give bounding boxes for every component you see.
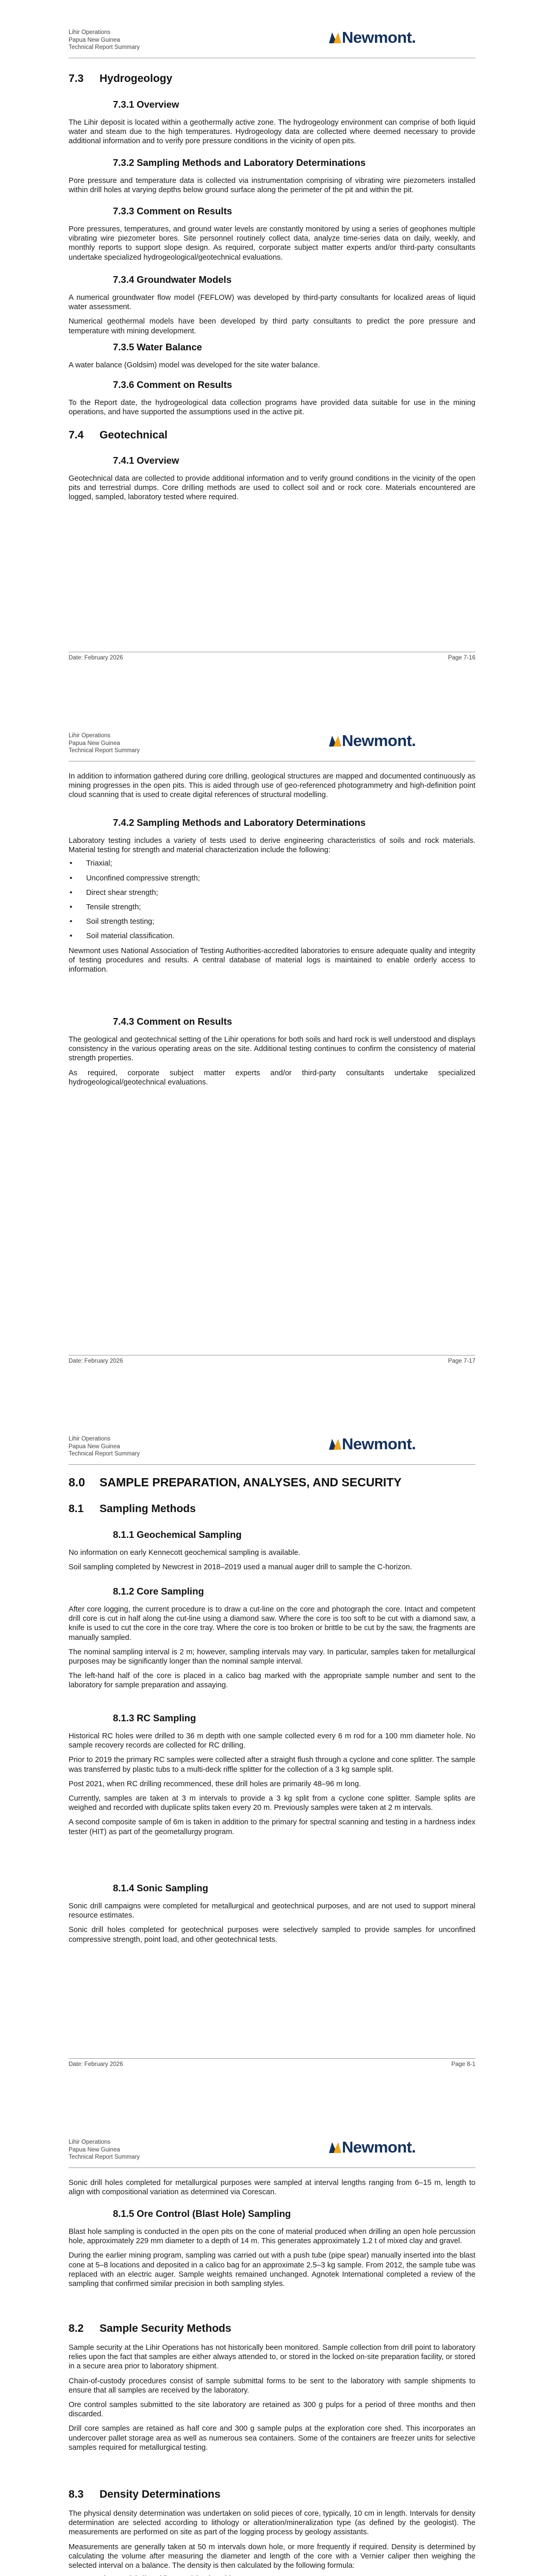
section-title: Core Sampling [137, 1586, 204, 1597]
section-number: 7.3.4 [113, 274, 135, 285]
section-number: 7.3.5 [113, 342, 135, 352]
subsection-heading [69, 1882, 475, 1894]
subsection-7-3-2 [69, 157, 475, 195]
header-country: Papua New Guinea [69, 37, 120, 43]
section-number: 7.4.3 [113, 1016, 135, 1027]
header-report-type: Technical Report Summary [69, 748, 140, 754]
section-title: Overview [137, 99, 179, 110]
list-item: • Triaxial; [69, 859, 475, 868]
subsection-heading [69, 379, 475, 391]
paragraph: Chain-of-custody procedures consist of sample submittal forms to be sent to the laboratory with sample shipments to ensure that all samples are received by the laboratory. [69, 2377, 475, 2395]
header-divider [69, 2167, 475, 2168]
section-number: 7.3.6 [113, 379, 135, 390]
newmont-mark-icon [328, 1437, 342, 1451]
subsection-heading [69, 98, 475, 110]
subsection-heading [69, 1015, 475, 1027]
list-item: • Soil strength testing; [69, 917, 475, 926]
section-title: Comment on Results [137, 1016, 233, 1027]
paragraph: The nominal sampling interval is 2 m; however, sampling intervals may vary. In particular, samples taken for metallurgical purposes may be significantly longer than the nominal sample interval. [69, 1648, 475, 1666]
subsection-8-1-5 [69, 2208, 475, 2289]
section-heading [69, 1502, 475, 1516]
footer-date: Date: February 2026 [69, 1358, 123, 1364]
section-title: Overview [137, 455, 179, 466]
paragraph: Geotechnical data are collected to provide additional information and to verify ground conditions in the vicinity of the open pits and terrestrial dumps. Core drilling methods are used to collect soil and or rock core. Materials encountered are logged, sampled, laboratory tested where required. [69, 474, 475, 502]
section-8-3 [69, 2488, 475, 2576]
section-8-2 [69, 2322, 475, 2452]
paragraph: Ore control samples submitted to the site laboratory are retained as 300 g pulps for a period of three months and then discarded. [69, 2401, 475, 2419]
section-title: Comment on Results [137, 379, 233, 390]
paragraph: Post 2021, when RC drilling recommenced, these drill holes are primarily 48–96 m long. [69, 1780, 361, 1788]
footer-page-number: Page 8-1 [451, 2061, 475, 2067]
section-heading [69, 429, 475, 442]
section-number: 8.1 [69, 1503, 84, 1515]
subsection-7-4-2 [69, 817, 475, 974]
paragraph: As required, corporate subject matter experts and/or third-party consultants undertake specialized hydrogeological/geotechnical evaluations. [69, 1069, 475, 1087]
page-header [69, 29, 140, 52]
paragraph: In addition to information gathered during core drilling, geological structures are mapped and documented continuously as mining progresses in the open pits. This is aided through use of geo-referenced photogrammetry and high-definition point cloud scanning that is used to create digital references of structural modelling. [69, 772, 475, 800]
subsection-8-1-2 [69, 1585, 475, 1690]
paragraph: The geological and geotechnical setting of the Lihir operations for both soils and hard rock is well understood and displays consistency in the various operating areas on the site. Additional testing continues to confirm the consistency of material strength properties. [69, 1036, 475, 1063]
section-number: 7.3 [69, 73, 84, 84]
page-header [69, 1435, 140, 1458]
header-country: Papua New Guinea [69, 2146, 120, 2153]
page-body [69, 72, 475, 86]
section-7-3-heading [69, 72, 475, 86]
section-title: Density Determinations [100, 2488, 221, 2500]
paragraph: Historical RC holes were drilled to 36 m depth with one sample collected every 6 m rod for a 100 mm diameter hole. No sample recovery records are collected for RC drilling. [69, 1732, 475, 1750]
section-title: Geochemical Sampling [137, 1529, 242, 1540]
list-item: • Direct shear strength; [69, 888, 475, 897]
subsection-8-1-4 [69, 1882, 475, 1944]
logo-wordmark: Newmont. [342, 1435, 416, 1453]
subsection-heading [69, 205, 475, 217]
chapter-heading [69, 1475, 475, 1489]
section-title: Sonic Sampling [137, 1883, 208, 1893]
paragraph: The physical density determination was undertaken on solid pieces of core, typically, 10 cm in length. Intervals for density determination are selected according to lithology or alteration/mineralization type (as defined by the geologist). The measurements are performed on site as part of the logging process by geology assistants. [69, 2510, 475, 2537]
newmont-mark-icon [328, 2141, 342, 2154]
section-heading [69, 2322, 475, 2335]
subsection-heading [69, 157, 475, 168]
section-number: 7.3.1 [113, 99, 135, 110]
subsection-7-3-4 [69, 274, 475, 336]
subsection-heading [69, 1712, 475, 1724]
report-page-7-17 [0, 703, 544, 1406]
section-number: 7.4.2 [113, 817, 135, 828]
paragraph: Measurements are generally taken at 50 m intervals down hole, or more frequently if required. Density is determined by calculating the volume after measuring the diameter and length of the core with a Vernier caliper then weighing the selected interval on a balance. The density is then calculated by the following formula: [69, 2543, 475, 2570]
section-title: Sample Security Methods [100, 2323, 232, 2334]
newmont-logo [328, 730, 426, 751]
header-report-type: Technical Report Summary [69, 2154, 140, 2160]
newmont-logo [328, 1433, 426, 1454]
section-title: Sampling Methods and Laboratory Determinations [137, 157, 366, 168]
subsection-7-4-1 [69, 454, 475, 502]
section-number: 8.3 [69, 2488, 84, 2500]
section-title: Sampling Methods and Laboratory Determinations [137, 817, 366, 828]
paragraph: No information on early Kennecott geochemical sampling is available. [69, 1549, 301, 1557]
header-company: Lihir Operations [69, 733, 111, 739]
subsection-8-1-1 [69, 1529, 475, 1572]
section-title: RC Sampling [137, 1713, 196, 1723]
paragraph: A water balance (Goldsim) model was developed for the site water balance. [69, 361, 320, 369]
paragraph: Blast hole sampling is conducted in the open pits on the cone of material produced when drilling an open hole percussion hole, approximately 229 mm diameter to a depth of 14 m. This generates approximately 1.2 t of mixed clay and gravel. [69, 2228, 475, 2246]
header-report-type: Technical Report Summary [69, 44, 140, 50]
test-list [69, 859, 475, 941]
paragraph: Numerical geothermal models have been developed by third party consultants to predict the pore pressure and temperature with mining development. [69, 317, 475, 335]
paragraph: Newmont uses National Association of Testing Authorities-accredited laboratories to ensure adequate quality and integrity of testing procedures and results. A central database of material logs is maintained to enable orderly access to information. [69, 946, 475, 974]
page-header [69, 2139, 140, 2161]
section-number: 8.2 [69, 2323, 84, 2334]
section-number: 7.4.1 [113, 455, 135, 466]
paragraph: Prior to 2019 the primary RC samples were collected after a straight flush through a cyclone and cone splitter. The sample was transferred by plastic tubs to a multi-deck riffle splitter for the collection of a 3 kg sample split. [69, 1756, 475, 1774]
footer-date: Date: February 2026 [69, 2061, 123, 2067]
newmont-logo [328, 27, 426, 47]
page-body [69, 772, 475, 800]
section-number: 8.0 [69, 1476, 85, 1489]
section-title: Sampling Methods [100, 1503, 196, 1515]
newmont-logo [328, 2137, 426, 2157]
paragraph: Pore pressure and temperature data is collected via instrumentation comprising of vibrating wire piezometers installed within drill holes at varying depths below ground surface along the perimeter of the pit and within the pit. [69, 177, 475, 195]
footer-page-number: Page 7-17 [448, 1358, 475, 1364]
section-title: Comment on Results [137, 206, 233, 216]
section-number: 7.3.2 [113, 157, 135, 168]
header-company: Lihir Operations [69, 1436, 111, 1442]
paragraph: Sonic drill holes completed for metallurgical purposes were sampled at interval lengths ranging from 6–15 m, length to align with compositional variation as determined via Corescan. [69, 2179, 475, 2197]
section-7-4 [69, 429, 475, 442]
report-page-7-16 [0, 0, 544, 703]
section-number: 8.1.4 [113, 1883, 135, 1893]
section-title: SAMPLE PREPARATION, ANALYSES, AND SECURITY [100, 1476, 402, 1489]
section-number: 7.4 [69, 429, 84, 441]
header-country: Papua New Guinea [69, 1443, 120, 1450]
paragraph: After core logging, the current procedure is to draw a cut-line on the core and photograph the core. Intact and competent drill core is cut in half along the cut-line using a diamond saw. Where the core is too soft to be cut with a diamond saw, a knife is used to cut the core in the core tray. Where the core is too broken or brittle to be cut by the saw, the fragments are manually sampled. [69, 1605, 475, 1642]
subsection-heading [69, 1529, 475, 1540]
section-title: Water Balance [137, 342, 202, 352]
section-8-1 [69, 1502, 475, 1516]
section-title: Groundwater Models [137, 274, 232, 285]
header-report-type: Technical Report Summary [69, 1451, 140, 1457]
page-body [69, 2178, 475, 2197]
paragraph: A numerical groundwater flow model (FEFLOW) was developed by third-party consultants for localized areas of liquid water assessment. [69, 294, 475, 312]
paragraph: The left-hand half of the core is placed in a calico bag marked with the appropriate sample number and sent to the laboratory for sample preparation and assaying. [69, 1672, 475, 1690]
footer-page-number: Page 7-16 [448, 655, 475, 661]
section-heading [69, 2488, 475, 2501]
paragraph: Soil sampling completed by Newcrest in 2018–2019 used a manual auger drill to sample the C-horizon. [69, 1563, 413, 1572]
subsection-heading [69, 341, 475, 353]
footer-date: Date: February 2026 [69, 655, 123, 661]
subsection-7-3-3 [69, 205, 475, 262]
subsection-7-3-6 [69, 379, 475, 417]
section-title: Geotechnical [100, 429, 168, 441]
header-company: Lihir Operations [69, 2139, 111, 2145]
paragraph: Sample security at the Lihir Operations has not historically been monitored. Sample collection from drill point to laboratory relies upon the fact that samples are either always attended to, or stored in the locked on-site preparation facility, or stored in a secure area prior to laboratory shipment. [69, 2344, 475, 2371]
header-divider [69, 1464, 475, 1465]
header-company: Lihir Operations [69, 29, 111, 36]
paragraph: During the earlier mining program, sampling was carried out with a push tube (pipe spear) manually inserted into the blast cone at 5–8 locations and deposited in a calico bag for an approximate 2.5–3 kg sample. From 2012, the sample tube was replaced with an electric auger. Sample weights remained unchanged. Agnotek International completed a review of the sampling that confirmed similar precision in both sampling styles. [69, 2251, 475, 2289]
logo-wordmark: Newmont. [342, 2138, 416, 2156]
subsection-heading [69, 274, 475, 285]
logo-wordmark: Newmont. [342, 732, 416, 750]
section-number: 7.3.3 [113, 206, 135, 216]
chapter-8-heading-block [69, 1475, 475, 1489]
subsection-7-3-5 [69, 341, 475, 370]
subsection-7-3-1 [69, 98, 475, 146]
newmont-mark-icon [328, 31, 342, 44]
paragraph: A second composite sample of 6m is taken in addition to the primary for spectral scanning and testing in a hardness index tester (HIT) as part of the geometallurgy program. [69, 1818, 475, 1836]
section-number: 8.1.2 [113, 1586, 135, 1597]
paragraph: Currently, samples are taken at 3 m intervals to provide a 3 kg split from a cyclone cone splitter. Sample splits are weighed and recorded with duplicate splits taken every 20 m. Previously samples were taken at 2 m intervals. [69, 1794, 475, 1812]
list-item: • Soil material classification. [69, 931, 475, 941]
newmont-mark-icon [328, 734, 342, 748]
list-item: • Unconfined compressive strength; [69, 874, 475, 883]
paragraph: Drill core samples are retained as half core and 300 g sample pulps at the exploration core shed. This incorporates an undercover pallet storage area as well as numerous sea containers. Some of the containers are freezer units for selective samples required for metallurgical testing. [69, 2425, 475, 2452]
subsection-heading [69, 817, 475, 828]
paragraph: Pore pressures, temperatures, and ground water levels are constantly monitored by using a series of geophones multiple vibrating wire piezometer bores. Site personnel routinely collect data, analyze time-series data on daily, weekly, and monthly reports to support slope design. As required, corporate subject matter experts and/or third-party consultants undertake specialized hydrogeological/geotechnical evaluations. [69, 225, 475, 262]
subsection-7-4-3 [69, 1015, 475, 1087]
section-title: Hydrogeology [100, 73, 173, 84]
logo-wordmark: Newmont. [342, 28, 416, 46]
paragraph: To the Report date, the hydrogeological data collection programs have provided data suitable for use in the mining operations, and have supported the assumptions used in the active pit. [69, 399, 475, 417]
subsection-heading [69, 1585, 475, 1597]
paragraph: Sonic drill holes completed for geotechnical purposes were selectively sampled to provide samples for unconfined compressive strength, point load, and other geotechnical tests. [69, 1926, 475, 1944]
list-item: • Tensile strength; [69, 903, 475, 912]
section-number: 8.1.1 [113, 1529, 135, 1540]
paragraph: The Lihir deposit is located within a geothermally active zone. The hydrogeology environment can comprise of both liquid water and steam due to the high temperatures. Hydrogeology data are collected where deemed necessary to provide additional information and to verify pore pressure conditions in the vicinity of open pits. [69, 118, 475, 146]
section-number: 8.1.3 [113, 1713, 135, 1723]
paragraph: Sonic drill campaigns were completed for metallurgical and geotechnical purposes, and are not used to support mineral resource estimates. [69, 1902, 475, 1920]
footer-divider [69, 2058, 475, 2059]
section-number: 8.1.5 [113, 2208, 135, 2219]
report-page-8-1 [0, 1406, 544, 2110]
header-country: Papua New Guinea [69, 740, 120, 747]
section-title: Ore Control (Blast Hole) Sampling [137, 2208, 291, 2219]
paragraph: Laboratory testing includes a variety of tests used to derive engineering characteristics of soils and rock materials. Material testing for strength and material characterization include the following: [69, 837, 475, 855]
subsection-8-1-3 [69, 1712, 475, 1837]
page-header [69, 732, 140, 755]
subsection-heading [69, 2208, 475, 2219]
report-page-8-2 [0, 2110, 544, 2576]
subsection-heading [69, 454, 475, 466]
